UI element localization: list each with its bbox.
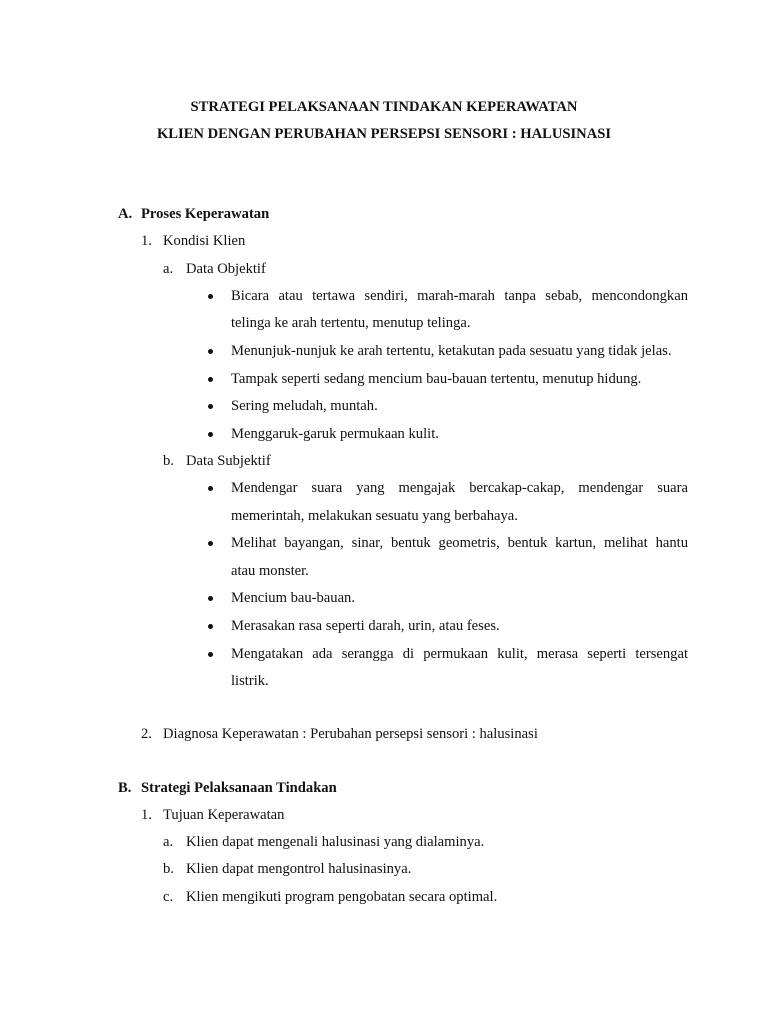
- objektif-bullet-5: Menggaruk-garuk permukaan kulit.: [231, 426, 439, 442]
- subjektif-bullet-2-line2: atau monster.: [231, 563, 309, 579]
- tujuan-item-b-marker: b.: [163, 861, 174, 877]
- section-a-marker: A.: [118, 206, 133, 222]
- objektif-bullet-2: Menunjuk-nunjuk ke arah tertentu, ketakutan pada sesuatu yang tidak jelas.: [231, 343, 672, 359]
- bullet-icon: [208, 596, 213, 601]
- item-a1-marker: 1.: [141, 233, 152, 249]
- subjektif-bullet-1-line1: Mendengar suara yang mengajak bercakap-cakap, mendengar suara: [231, 480, 688, 496]
- subjektif-bullet-4: Merasakan rasa seperti darah, urin, atau feses.: [231, 618, 500, 634]
- bullet-icon: [208, 652, 213, 657]
- bullet-icon: [208, 404, 213, 409]
- tujuan-item-a: Klien dapat mengenali halusinasi yang dialaminya.: [186, 834, 485, 850]
- tujuan-item-c: Klien mengikuti program pengobatan secara optimal.: [186, 889, 498, 905]
- item-b1-marker: 1.: [141, 807, 152, 823]
- objektif-bullet-1-line2: telinga ke arah tertentu, menutup telinga.: [231, 315, 471, 331]
- subjektif-bullet-2-line1: Melihat bayangan, sinar, bentuk geometris, bentuk kartun, melihat hantu: [231, 535, 688, 551]
- section-a-heading: Proses Keperawatan: [141, 206, 270, 222]
- bullet-icon: [208, 349, 213, 354]
- item-a2-label: Diagnosa Keperawatan : Perubahan persepsi sensori : halusinasi: [163, 726, 538, 742]
- subitem-b-label: Data Subjektif: [186, 453, 271, 469]
- bullet-icon: [208, 541, 213, 546]
- subitem-b-marker: b.: [163, 453, 174, 469]
- item-a1-label: Kondisi Klien: [163, 233, 246, 249]
- subitem-a-label: Data Objektif: [186, 261, 266, 277]
- subitem-a-marker: a.: [163, 261, 174, 277]
- objektif-bullet-4: Sering meludah, muntah.: [231, 398, 378, 414]
- tujuan-item-a-marker: a.: [163, 834, 174, 850]
- subjektif-bullet-5-line2: listrik.: [231, 673, 269, 689]
- section-b-marker: B.: [118, 780, 132, 796]
- bullet-icon: [208, 432, 213, 437]
- document-title-line1: STRATEGI PELAKSANAAN TINDAKAN KEPERAWATAN: [190, 99, 578, 115]
- item-a2-marker: 2.: [141, 726, 152, 742]
- bullet-icon: [208, 294, 213, 299]
- objektif-bullet-3: Tampak seperti sedang mencium bau-bauan tertentu, menutup hidung.: [231, 371, 642, 387]
- bullet-icon: [208, 624, 213, 629]
- bullet-icon: [208, 377, 213, 382]
- tujuan-item-b: Klien dapat mengontrol halusinasinya.: [186, 861, 412, 877]
- tujuan-item-c-marker: c.: [163, 889, 174, 905]
- item-b1-label: Tujuan Keperawatan: [163, 807, 285, 823]
- subjektif-bullet-3: Mencium bau-bauan.: [231, 590, 356, 606]
- bullet-icon: [208, 486, 213, 491]
- document-title-line2: KLIEN DENGAN PERUBAHAN PERSEPSI SENSORI : HALUSINASI: [156, 126, 612, 142]
- section-b-heading: Strategi Pelaksanaan Tindakan: [141, 780, 337, 796]
- subjektif-bullet-5-line1: Mengatakan ada serangga di permukaan kulit, merasa seperti tersengat: [231, 646, 688, 662]
- objektif-bullet-1-line1: Bicara atau tertawa sendiri, marah-marah tanpa sebab, mencondongkan: [231, 288, 688, 304]
- subjektif-bullet-1-line2: memerintah, melakukan sesuatu yang berbahaya.: [231, 508, 518, 524]
